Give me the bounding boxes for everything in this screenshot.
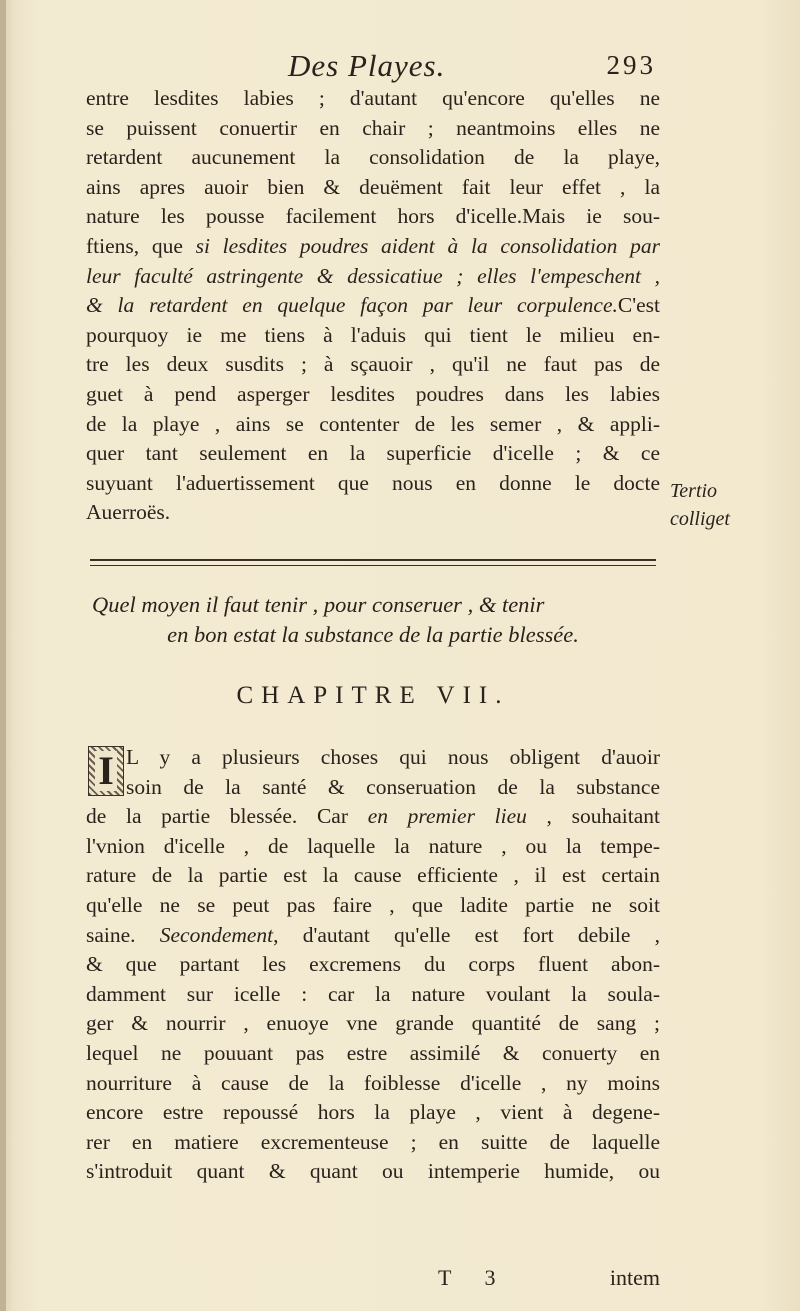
- italic-phrase: en premier lieu: [367, 804, 527, 829]
- margin-note-line: Tertio: [670, 480, 718, 502]
- text-run: C'est: [617, 293, 660, 318]
- text-run: , d'autant qu'elle est fort debile ,: [273, 922, 660, 947]
- margin-note: [670, 477, 780, 533]
- text-line: Auerroës.: [86, 500, 171, 525]
- text-line: guet à pend asperger lesdites poudres dans les labies: [86, 381, 660, 406]
- text-line: [86, 802, 660, 832]
- chapter-title-line: en bon estat la substance de la partie blessée.: [167, 622, 579, 647]
- italic-phrase: & la retardent en quelque façon par leur corpulence.: [86, 293, 618, 318]
- text-run: de la partie blessée. Car: [86, 804, 368, 829]
- text-run: saine.: [86, 922, 160, 947]
- page-header: [88, 48, 668, 86]
- text-line: soin de la santé & conseruation de la substance: [126, 774, 660, 799]
- text-line: rer en matiere excrementeuse ; en suitte de laquelle: [86, 1129, 660, 1154]
- text-line: L y a plusieurs choses qui nous obligent d'auoir: [126, 745, 660, 769]
- text-line: lequel ne pouuant pas estre assimilé & conuerty en: [86, 1040, 660, 1065]
- text-line: s'introduit quant & quant ou intemperie humide, ou: [86, 1159, 660, 1184]
- text-line: ains apres auoir bien & deuëment fait leur effet , la: [86, 174, 660, 199]
- page-footer: [86, 1265, 660, 1295]
- text-line: tre les deux susdits ; à sçauoir , qu'il ne faut pas de: [86, 352, 660, 377]
- italic-phrase: Secondement: [159, 922, 274, 947]
- text-line: retardent aucunement la consolidation de la playe,: [86, 145, 660, 170]
- text-line: nourriture à cause de la foiblesse d'icelle , ny moins: [86, 1070, 660, 1095]
- text-line: nature les pousse facilement hors d'icelle.Mais ie sou-: [86, 204, 660, 229]
- paragraph-1: [86, 84, 660, 528]
- text-line: damment sur icelle : car la nature voulant la soula-: [86, 981, 660, 1006]
- page-number: 293: [606, 50, 656, 80]
- text-line: [86, 291, 660, 321]
- text-run: , souhaitant: [526, 804, 660, 829]
- text-line: qu'elle ne se peut pas faire , que ladite partie ne soit: [86, 892, 660, 917]
- text-line: [86, 262, 660, 292]
- text-line: [86, 921, 660, 951]
- chapter-title: [86, 590, 660, 650]
- margin-note-line: colliget: [670, 508, 730, 530]
- text-line: l'vnion d'icelle , de laquelle la nature , ou la tempe-: [86, 833, 660, 858]
- italic-phrase: leur faculté astringente & dessicatiue ; elles l'empeschent ,: [86, 263, 660, 288]
- signature-mark: T 3: [438, 1265, 510, 1290]
- text-line: pourquoy ie me tiens à l'aduis qui tient le milieu en-: [86, 322, 660, 347]
- text-line: entre lesdites labies ; d'autant qu'encore qu'elles ne: [86, 86, 660, 110]
- text-line: encore estre repoussé hors la playe , vient à degene-: [86, 1100, 660, 1125]
- text-line: quer tant seulement en la superficie d'icelle ; & ce: [86, 441, 660, 466]
- paragraph-2: [86, 743, 660, 1187]
- running-title: Des Playes.: [288, 48, 446, 83]
- text-line: suyuant l'aduertissement que nous en donne le docte: [86, 470, 660, 495]
- text-line: rature de la partie est la cause efficiente , il est certain: [86, 863, 660, 888]
- chapter-title-line: Quel moyen il faut tenir , pour conseruer , & tenir: [92, 592, 545, 617]
- page-spine-edge: [0, 0, 6, 1311]
- italic-phrase: si lesdites poudres aident à la consolidation par: [195, 233, 660, 258]
- text-line: de la playe , ains se contenter de les semer , & appli-: [86, 411, 660, 436]
- text-line: se puissent conuertir en chair ; neantmoins elles ne: [86, 115, 660, 140]
- section-divider-rule: [90, 559, 656, 566]
- chapter-heading: CHAPITRE VII.: [236, 682, 510, 709]
- text-run: ftiens, que: [86, 233, 196, 258]
- text-line: & que partant les excremens du corps fluent abon-: [86, 952, 660, 977]
- text-line: ger & nourrir , enuoye vne grande quantité de sang ;: [86, 1011, 660, 1036]
- catchword: intem: [609, 1265, 660, 1290]
- text-line: [86, 232, 660, 262]
- drop-cap-letter: I: [95, 751, 117, 791]
